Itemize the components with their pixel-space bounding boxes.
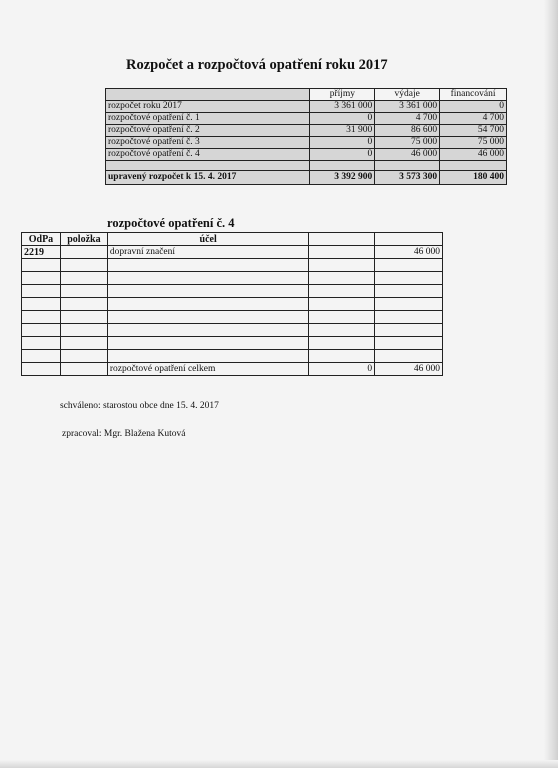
measure-row-col5: 46 000 <box>375 246 443 259</box>
approval-note: schváleno: starostou obce dne 15. 4. 2017 <box>60 401 219 411</box>
summary-total-label: upravený rozpočet k 15. 4. 2017 <box>106 171 310 185</box>
empty-cell <box>22 337 61 350</box>
measure-empty-row <box>22 350 443 363</box>
empty-cell <box>375 285 443 298</box>
summary-header-financovani: financování <box>440 89 507 101</box>
empty-cell <box>375 324 443 337</box>
budget-summary-table <box>105 88 507 185</box>
empty-cell <box>60 298 107 311</box>
empty-cell <box>107 324 309 337</box>
empty-cell <box>107 272 309 285</box>
empty-cell <box>22 259 61 272</box>
prepared-by-note: zpracoval: Mgr. Blažena Kutová <box>62 429 186 439</box>
empty-cell <box>309 285 375 298</box>
summary-row-label: rozpočtové opatření č. 4 <box>106 149 310 161</box>
measure-row-col4 <box>309 246 375 259</box>
summary-row <box>106 125 507 137</box>
measure-total-col4: 0 <box>309 363 375 376</box>
summary-total-row <box>106 171 507 185</box>
summary-header-blank <box>106 89 310 101</box>
budget-measure-table <box>21 232 443 376</box>
measure-row-polozka <box>60 246 107 259</box>
summary-row <box>106 137 507 149</box>
empty-cell <box>60 337 107 350</box>
summary-row-label: rozpočtové opatření č. 1 <box>106 113 310 125</box>
summary-row-label: rozpočet roku 2017 <box>106 101 310 113</box>
summary-header-row <box>106 89 507 101</box>
summary-row-financovani: 54 700 <box>440 125 507 137</box>
summary-spacer-cell <box>440 161 507 171</box>
empty-cell <box>309 350 375 363</box>
empty-cell <box>60 363 107 376</box>
summary-row <box>106 113 507 125</box>
empty-cell <box>375 337 443 350</box>
summary-row-vydaje: 46 000 <box>375 149 440 161</box>
empty-cell <box>22 324 61 337</box>
page-bottom-shadow <box>0 760 558 768</box>
empty-cell <box>107 285 309 298</box>
measure-empty-row <box>22 285 443 298</box>
empty-cell <box>22 298 61 311</box>
summary-row-financovani: 75 000 <box>440 137 507 149</box>
summary-row-label: rozpočtové opatření č. 3 <box>106 137 310 149</box>
measure-empty-row <box>22 337 443 350</box>
empty-cell <box>107 298 309 311</box>
measure-empty-row <box>22 298 443 311</box>
measure-empty-row <box>22 311 443 324</box>
measure-header-col4 <box>309 233 375 246</box>
empty-cell <box>375 350 443 363</box>
empty-cell <box>107 311 309 324</box>
empty-cell <box>60 311 107 324</box>
measure-title: rozpočtové opatření č. 4 <box>107 216 235 230</box>
empty-cell <box>60 350 107 363</box>
summary-header-prijmy: příjmy <box>310 89 375 101</box>
empty-cell <box>375 311 443 324</box>
measure-empty-row <box>22 259 443 272</box>
empty-cell <box>107 259 309 272</box>
empty-cell <box>309 259 375 272</box>
measure-row-ucel: dopravní značení <box>107 246 309 259</box>
empty-cell <box>309 324 375 337</box>
summary-row-label: rozpočtové opatření č. 2 <box>106 125 310 137</box>
empty-cell <box>309 337 375 350</box>
empty-cell <box>22 311 61 324</box>
empty-cell <box>309 272 375 285</box>
empty-cell <box>22 363 61 376</box>
measure-row-odpa: 2219 <box>22 246 61 259</box>
measure-header-col5 <box>375 233 443 246</box>
empty-cell <box>60 324 107 337</box>
summary-row-financovani: 4 700 <box>440 113 507 125</box>
measure-header-row <box>22 233 443 246</box>
empty-cell <box>375 259 443 272</box>
summary-spacer-cell <box>106 161 310 171</box>
summary-spacer-cell <box>375 161 440 171</box>
summary-row <box>106 149 507 161</box>
summary-row-vydaje: 75 000 <box>375 137 440 149</box>
summary-row-prijmy: 0 <box>310 137 375 149</box>
measure-total-col5: 46 000 <box>375 363 443 376</box>
summary-row-financovani: 46 000 <box>440 149 507 161</box>
empty-cell <box>375 272 443 285</box>
summary-spacer-row <box>106 161 507 171</box>
empty-cell <box>22 272 61 285</box>
summary-row-prijmy: 0 <box>310 149 375 161</box>
summary-row-vydaje: 3 361 000 <box>375 101 440 113</box>
summary-row-prijmy: 0 <box>310 113 375 125</box>
summary-row-vydaje: 86 600 <box>375 125 440 137</box>
empty-cell <box>107 350 309 363</box>
document-title: Rozpočet a rozpočtová opatření roku 2017 <box>126 57 388 73</box>
measure-header-ucel: účel <box>107 233 309 246</box>
empty-cell <box>22 285 61 298</box>
summary-row-prijmy: 31 900 <box>310 125 375 137</box>
summary-row-prijmy: 3 361 000 <box>310 101 375 113</box>
summary-row-vydaje: 4 700 <box>375 113 440 125</box>
measure-empty-row <box>22 324 443 337</box>
measure-total-label: rozpočtové opatření celkem <box>107 363 309 376</box>
empty-cell <box>309 311 375 324</box>
empty-cell <box>60 259 107 272</box>
summary-spacer-cell <box>310 161 375 171</box>
measure-total-row <box>22 363 443 376</box>
empty-cell <box>60 285 107 298</box>
measure-row <box>22 246 443 259</box>
empty-cell <box>107 337 309 350</box>
empty-cell <box>60 272 107 285</box>
summary-header-vydaje: výdaje <box>375 89 440 101</box>
measure-header-odpa: OdPa <box>22 233 61 246</box>
page-edge-shadow <box>544 0 558 768</box>
empty-cell <box>375 298 443 311</box>
summary-row <box>106 101 507 113</box>
measure-empty-row <box>22 272 443 285</box>
summary-row-financovani: 0 <box>440 101 507 113</box>
summary-total-financovani: 180 400 <box>440 171 507 185</box>
empty-cell <box>309 298 375 311</box>
summary-total-prijmy: 3 392 900 <box>310 171 375 185</box>
summary-total-vydaje: 3 573 300 <box>375 171 440 185</box>
empty-cell <box>22 350 61 363</box>
measure-header-polozka: položka <box>60 233 107 246</box>
